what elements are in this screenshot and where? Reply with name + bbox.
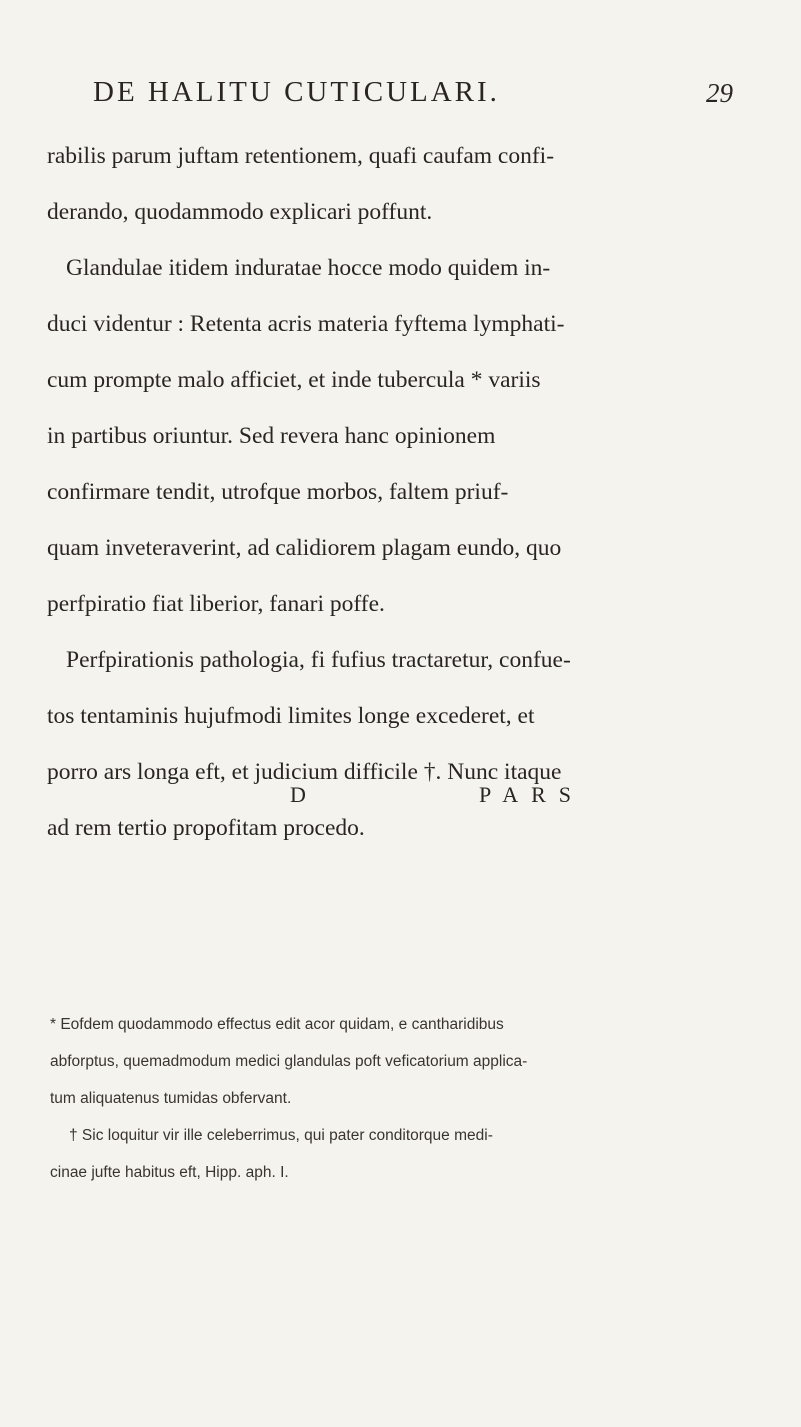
text-line: rabilis parum juftam retentionem, quafi caufam confi- <box>47 143 555 169</box>
text-line: cum prompte malo afficiet, et inde tubercula * variis <box>47 367 541 393</box>
footnote-line: abforptus, quemadmodum medici glandulas poft veficatorium applica- <box>50 1053 528 1070</box>
footnote-line: † Sic loquitur vir ille celeberrimus, qui pater conditorque medi- <box>69 1127 493 1144</box>
main-text <box>47 128 747 856</box>
footnotes <box>50 1006 750 1191</box>
text-line: Glandulae itidem induratae hocce modo quidem in- <box>66 255 551 281</box>
page-header <box>93 78 733 118</box>
text-line: confirmare tendit, utrofque morbos, faltem priuf- <box>47 479 509 505</box>
running-head: DE HALITU CUTICULARI. <box>93 76 500 108</box>
page-number: 29 <box>706 78 733 108</box>
catchword: PARS <box>479 782 585 807</box>
text-line: tos tentaminis hujufmodi limites longe excederet, et <box>47 703 535 729</box>
text-line: quam inveteraverint, ad calidiorem plagam eundo, quo <box>47 535 562 561</box>
text-line: perfpiratio fiat liberior, fanari poffe. <box>47 591 385 617</box>
text-line: duci videntur : Retenta acris materia fyftema lymphati- <box>47 311 565 337</box>
footnote-line: tum aliquatenus tumidas obfervant. <box>50 1090 292 1107</box>
text-line: porro ars longa eft, et judicium difficile †. Nunc itaque <box>47 759 562 785</box>
text-line: Perfpirationis pathologia, fi fufius tractaretur, confue- <box>66 647 571 673</box>
printer-signature: D <box>290 782 306 807</box>
signature-line <box>290 782 730 812</box>
text-line: in partibus oriuntur. Sed revera hanc opinionem <box>47 423 496 449</box>
text-line: derando, quodammodo explicari poffunt. <box>47 199 433 225</box>
text-line: ad rem tertio propofitam procedo. <box>47 815 365 841</box>
footnote-line: cinae jufte habitus eft, Hipp. aph. I. <box>50 1164 289 1181</box>
footnote-line: * Eofdem quodammodo effectus edit acor quidam, e cantharidibus <box>50 1016 504 1033</box>
